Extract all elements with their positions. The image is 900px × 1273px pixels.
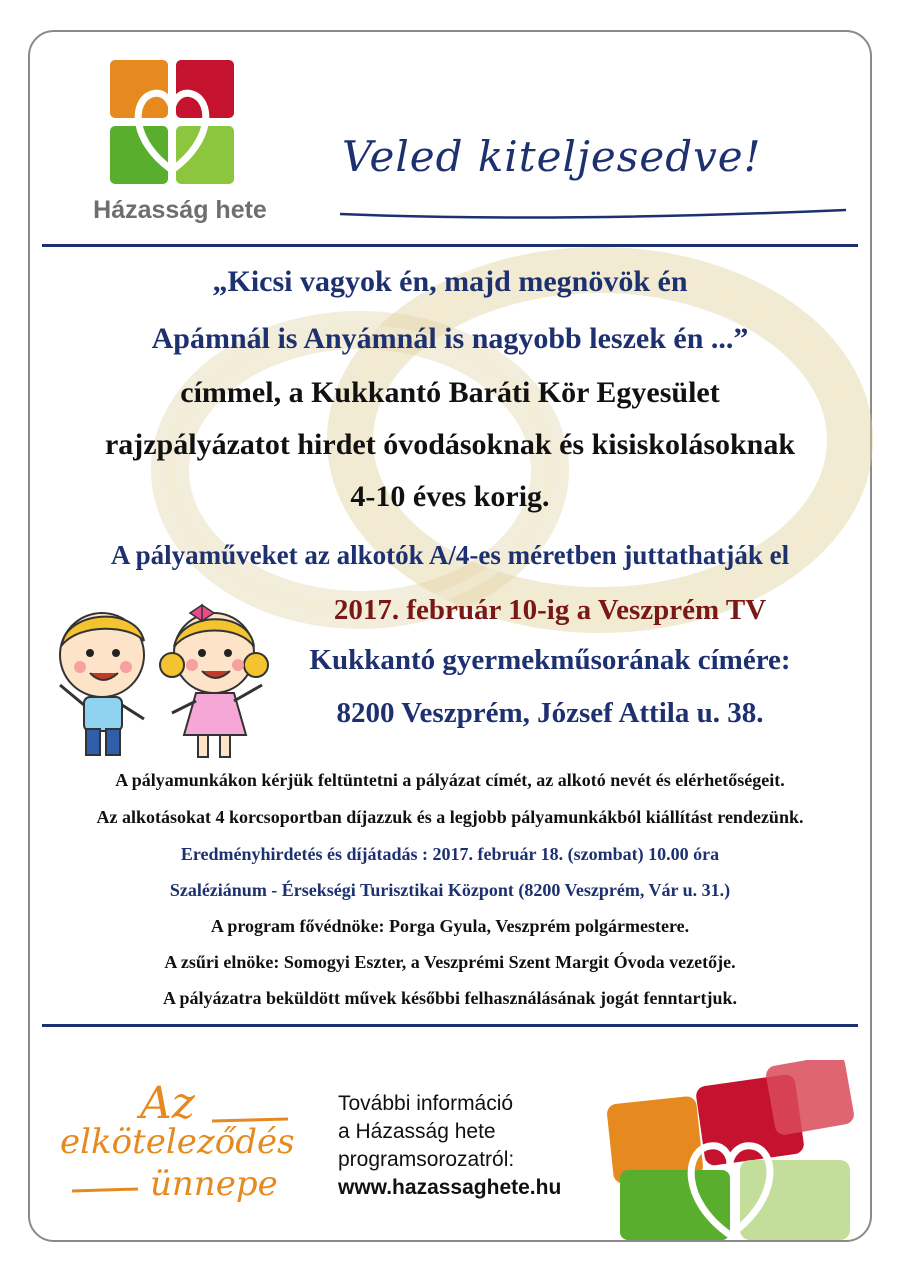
- footer-slogan-2: elköteleződés: [60, 1122, 295, 1162]
- submission-line-1: A pályaműveket az alkotók A/4-es méretben juttathatják el: [110, 540, 790, 570]
- footer-slogan-3: ünnepe: [150, 1164, 278, 1204]
- heart-squares-icon: [600, 1060, 870, 1240]
- deadline-line: 2017. február 10-ig a Veszprém TV: [333, 594, 767, 626]
- info-line-3: programsorozatról:: [338, 1148, 515, 1171]
- bottom-divider: [42, 1024, 858, 1027]
- children-illustration-icon: [40, 595, 280, 765]
- submission-address: 8200 Veszprém, József Attila u. 38.: [336, 697, 764, 729]
- info-line-2: a Házasság hete: [338, 1120, 496, 1143]
- slogan: Veled kiteljesedve!: [342, 132, 762, 181]
- top-divider: [42, 244, 858, 247]
- detail-line-7: A pályázatra beküldött művek későbbi felhasználásának jogát fenntartjuk.: [162, 988, 738, 1008]
- footer-slogan: [60, 1078, 320, 1218]
- footer-info: [338, 1090, 618, 1202]
- title-line-1: „Kicsi vagyok én, majd megnövök én: [212, 265, 688, 298]
- detail-line-4: Szaléziánum - Érsekségi Turisztikai Központ (8200 Veszprém, Vár u. 31.): [169, 880, 731, 900]
- info-line-1: További információ: [338, 1092, 514, 1115]
- website-link[interactable]: www.hazassaghete.hu: [338, 1176, 562, 1199]
- detail-line-3: Eredményhirdetés és díjátadás : 2017. február 18. (szombat) 10.00 óra: [180, 844, 720, 864]
- title-line-2: Apámnál is Anyámnál is nagyobb leszek én ...”: [151, 322, 749, 355]
- detail-line-5: A program fővédnöke: Porga Gyula, Veszprém polgármestere.: [210, 916, 690, 936]
- slogan-dash-2: [70, 1186, 140, 1194]
- announce-line-1: címmel, a Kukkantó Baráti Kör Egyesület: [180, 376, 720, 409]
- detail-line-2: Az alkotásokat 4 korcsoportban díjazzuk és a legjobb pályamunkákból kiállítást rendezünk.: [96, 807, 804, 827]
- detail-line-1: A pályamunkákon kérjük feltüntetni a pályázat címét, az alkotó nevét és elérhetőségeit.: [115, 770, 785, 790]
- slogan-underline: [338, 196, 848, 226]
- footer-slogan-1: Az: [140, 1078, 195, 1129]
- announce-line-3: 4-10 éves korig.: [350, 480, 550, 513]
- detail-line-6: A zsűri elnöke: Somogyi Eszter, a Veszprémi Szent Margit Óvoda vezetője.: [164, 952, 736, 972]
- submission-line-3: Kukkantó gyermekműsorának címére:: [309, 644, 791, 676]
- hazassag-hete-logo-icon: [110, 60, 236, 186]
- brand-name: Házasság hete: [93, 196, 267, 224]
- announce-line-2: rajzpályázatot hirdet óvodásoknak és kisiskolásoknak: [104, 428, 796, 461]
